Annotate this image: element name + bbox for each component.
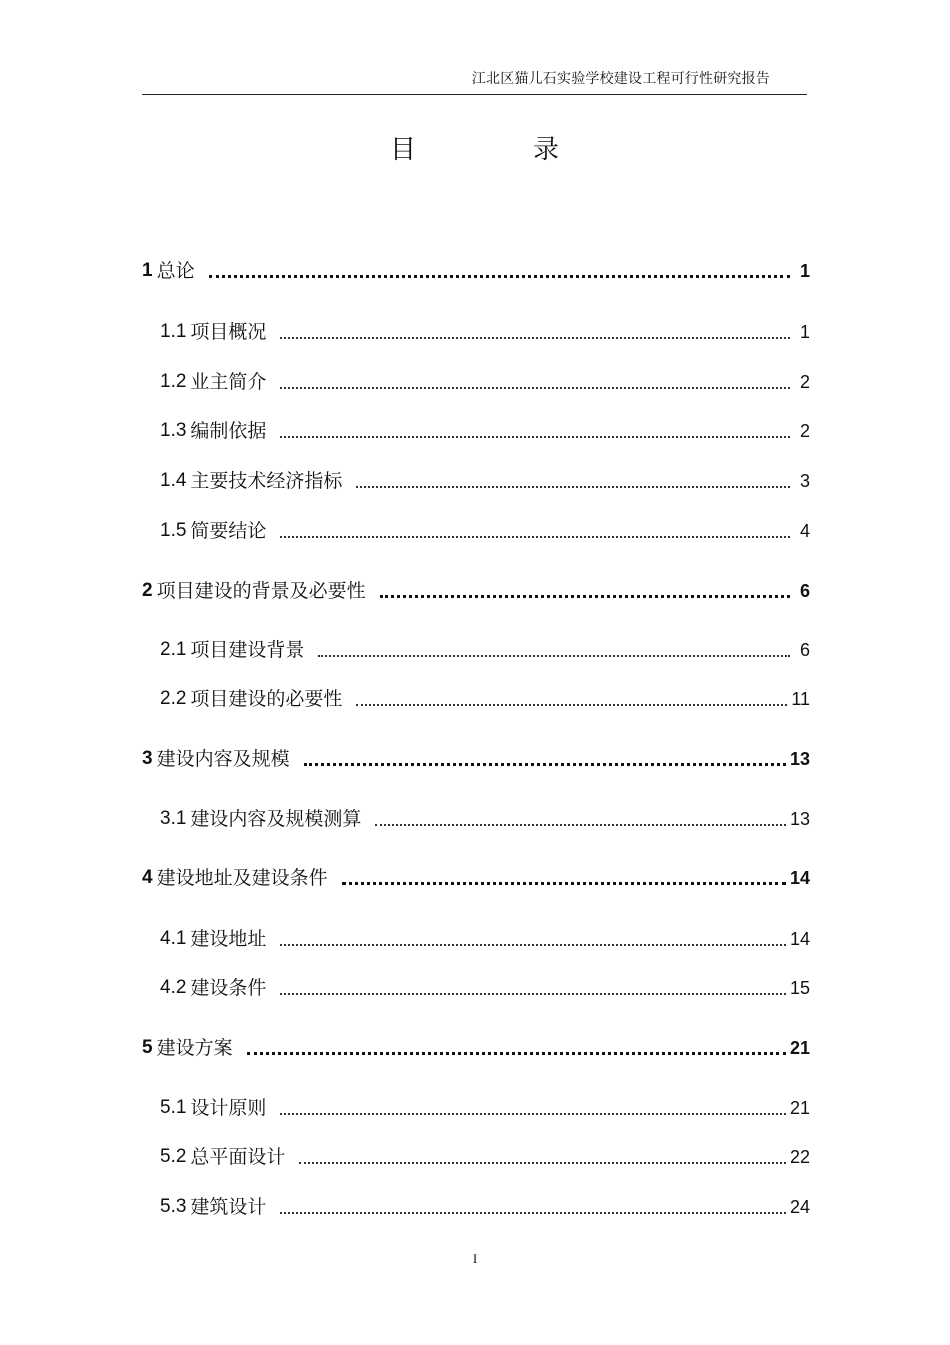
toc-entry-section-1-3[interactable] [160,416,810,444]
toc-entry-number: 4 [142,867,153,888]
toc-entry-page: 6 [799,581,810,601]
toc-entry-chapter-5[interactable] [142,1033,810,1061]
toc-entry-label: 主要技术经济指标 [190,470,343,492]
toc-entry-page: 1 [799,261,810,281]
toc-dot-leader [356,686,787,712]
toc-entry-page: 15 [789,978,810,998]
header-rule [142,94,807,95]
toc-entry-number: 3 [142,748,153,769]
toc-entry-section-1-2[interactable] [160,367,810,395]
toc-entry-label: 建设条件 [190,977,267,999]
toc-entry-page: 1 [799,322,810,342]
toc-entry-section-3-1[interactable] [160,804,810,832]
toc-entry-label: 建设内容及规模 [156,748,290,770]
toc-entry-section-2-1[interactable] [160,635,810,663]
toc-entry-number: 1.1 [160,321,187,342]
toc-entry-page: 14 [789,868,810,888]
toc-dot-leader [280,975,786,1001]
toc-entry-section-2-2[interactable] [160,684,810,712]
toc-entry-chapter-4[interactable] [142,863,810,891]
toc-entry-number: 2 [142,580,153,601]
toc-entry-chapter-2[interactable] [142,576,810,604]
toc-entry-label: 项目建设的背景及必要性 [156,580,366,602]
toc-dot-leader [280,418,790,444]
toc-entry-number: 1.3 [160,420,187,441]
toc-entry-section-5-2[interactable] [160,1142,810,1170]
toc-entry-label: 项目概况 [190,321,267,343]
toc-dot-leader [280,369,790,395]
toc-title-char-2: 录 [533,135,560,165]
toc-dot-leader [380,578,790,604]
toc-entry-number: 1.5 [160,520,187,541]
toc-entry-page: 14 [789,929,810,949]
toc-entry-label: 项目建设背景 [190,639,305,661]
toc-entry-page: 4 [799,521,810,541]
toc-entry-label: 建设地址及建设条件 [156,867,328,889]
toc-entry-label: 业主简介 [190,371,267,393]
toc-dot-leader [280,926,786,952]
toc-entry-page: 2 [799,421,810,441]
toc-dot-leader [375,806,786,832]
toc-entry-number: 2.1 [160,639,187,660]
toc-entry-label: 建设方案 [156,1037,233,1059]
toc-entry-section-4-1[interactable] [160,924,810,952]
toc-entry-page: 6 [799,640,810,660]
toc-entry-page: 3 [799,471,810,491]
toc-dot-leader [280,319,790,345]
toc-entry-label: 建设地址 [190,928,267,950]
toc-entry-page: 22 [789,1147,810,1167]
toc-entry-number: 4.1 [160,928,187,949]
toc-entry-number: 5.1 [160,1097,187,1118]
toc-entry-page: 11 [791,689,810,709]
toc-entry-label: 建筑设计 [190,1196,267,1218]
toc-dot-leader [209,258,790,284]
toc-entry-number: 5.3 [160,1196,187,1217]
toc-entry-label: 项目建设的必要性 [190,688,343,710]
toc-dot-leader [280,1194,786,1220]
toc-dot-leader [280,1095,786,1121]
toc-entry-section-1-5[interactable] [160,516,810,544]
toc-dot-leader [342,865,786,891]
toc-entry-page: 13 [789,749,810,769]
toc-title [0,132,950,172]
toc-dot-leader [280,518,790,544]
toc-entry-page: 13 [789,809,810,829]
toc-entry-page: 21 [789,1098,810,1118]
toc-dot-leader [299,1144,786,1170]
toc-entry-label: 简要结论 [190,520,267,542]
toc-entry-label: 总平面设计 [190,1146,286,1168]
toc-entry-label: 设计原则 [190,1097,267,1119]
toc-entry-number: 4.2 [160,977,187,998]
toc-entry-number: 3.1 [160,808,187,829]
toc-dot-leader [304,746,786,772]
toc-entry-label: 总论 [156,260,195,282]
toc-entry-section-1-1[interactable] [160,317,810,345]
running-header-title: 江北区猫儿石实验学校建设工程可行性研究报告 [471,71,770,87]
toc-entry-label: 编制依据 [190,420,267,442]
toc-entry-number: 5.2 [160,1146,187,1167]
toc-entry-page: 21 [789,1038,810,1058]
toc-title-char-1: 目 [390,135,417,165]
toc-entry-section-4-2[interactable] [160,973,810,1001]
toc-entry-number: 5 [142,1037,153,1058]
toc-dot-leader [356,468,790,494]
toc-dot-leader [318,637,790,663]
toc-entry-number: 1.2 [160,371,187,392]
toc-entry-page: 2 [799,372,810,392]
toc-entry-label: 建设内容及规模测算 [190,808,362,830]
toc-entry-page: 24 [789,1197,810,1217]
page-number: I [472,1251,478,1266]
toc-entry-chapter-1[interactable] [142,256,810,284]
toc-entry-number: 1 [142,260,153,281]
toc-entry-section-1-4[interactable] [160,466,810,494]
toc-entry-number: 2.2 [160,688,187,709]
toc-entry-chapter-3[interactable] [142,744,810,772]
toc-entry-section-5-1[interactable] [160,1093,810,1121]
toc-entry-number: 1.4 [160,470,187,491]
toc-entry-section-5-3[interactable] [160,1192,810,1220]
toc-dot-leader [247,1035,786,1061]
